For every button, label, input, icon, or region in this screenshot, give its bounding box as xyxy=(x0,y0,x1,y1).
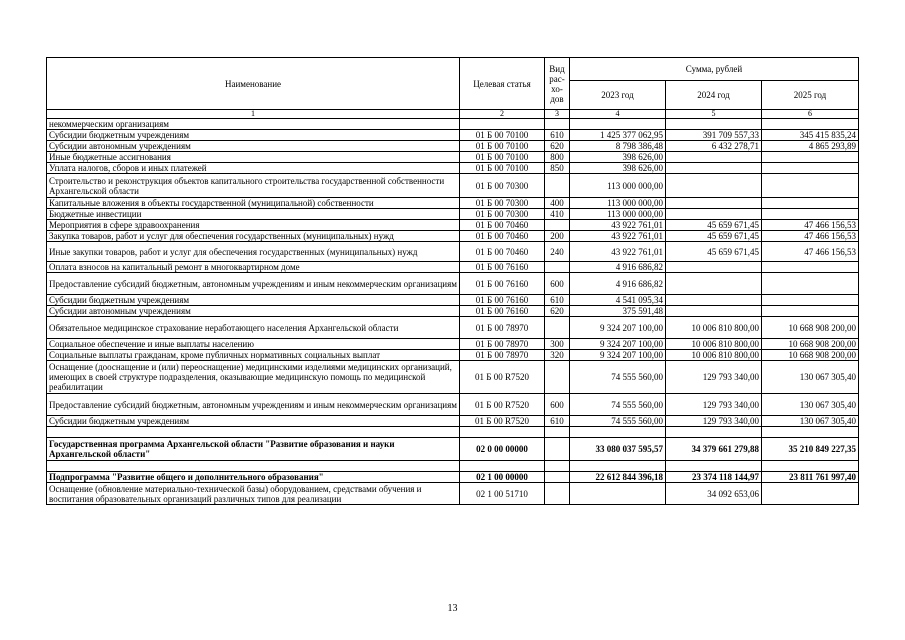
row-amount-2024 xyxy=(666,163,762,174)
row-amount-2025 xyxy=(762,174,859,198)
row-amount-2024: 129 793 340,00 xyxy=(666,394,762,416)
row-amount-2023: 398 626,00 xyxy=(570,163,666,174)
row-name xyxy=(47,427,460,438)
page-number: 13 xyxy=(447,603,458,614)
table-row xyxy=(47,427,859,438)
row-amount-2024 xyxy=(666,306,762,317)
table-row xyxy=(47,130,859,141)
row-expense-type: 800 xyxy=(545,152,570,163)
row-amount-2024: 34 379 661 279,88 xyxy=(666,438,762,461)
row-name: Обязательное медицинское страхование неработающего населения Архангельской области xyxy=(47,317,460,339)
row-amount-2023: 4 916 686,82 xyxy=(570,262,666,273)
row-name: Субсидии бюджетным учреждениям xyxy=(47,295,460,306)
row-amount-2023: 1 425 377 062,95 xyxy=(570,130,666,141)
row-amount-2025 xyxy=(762,163,859,174)
row-expense-type xyxy=(545,461,570,472)
column-number: 5 xyxy=(666,110,762,119)
table-row xyxy=(47,231,859,242)
row-amount-2024 xyxy=(666,174,762,198)
row-amount-2023: 43 922 761,01 xyxy=(570,220,666,231)
row-amount-2024 xyxy=(666,119,762,130)
row-name: Оплата взносов на капитальный ремонт в многоквартирном доме xyxy=(47,262,460,273)
row-amount-2025 xyxy=(762,461,859,472)
table-row xyxy=(47,483,859,505)
row-amount-2025 xyxy=(762,295,859,306)
row-name: Капитальные вложения в объекты государственной (муниципальной) собственности xyxy=(47,198,460,209)
row-amount-2023: 43 922 761,01 xyxy=(570,231,666,242)
row-amount-2024: 10 006 810 800,00 xyxy=(666,350,762,361)
table-row xyxy=(47,163,859,174)
row-amount-2024: 391 709 557,33 xyxy=(666,130,762,141)
row-amount-2024 xyxy=(666,427,762,438)
row-name: некоммерческим организациям xyxy=(47,119,460,130)
row-target-article: 01 Б 00 R7520 xyxy=(460,394,545,416)
row-amount-2024: 23 374 118 144,97 xyxy=(666,472,762,483)
row-name: Субсидии бюджетным учреждениям xyxy=(47,130,460,141)
row-expense-type: 320 xyxy=(545,350,570,361)
row-amount-2023 xyxy=(570,427,666,438)
row-name: Иные закупки товаров, работ и услуг для обеспечения государственных (муниципальных) нужд xyxy=(47,242,460,262)
table-row xyxy=(47,262,859,273)
column-number: 4 xyxy=(570,110,666,119)
row-target-article: 01 Б 00 70300 xyxy=(460,209,545,220)
row-amount-2023: 4 541 095,34 xyxy=(570,295,666,306)
row-amount-2023: 43 922 761,01 xyxy=(570,242,666,262)
row-name: Социальные выплаты гражданам, кроме публичных нормативных социальных выплат xyxy=(47,350,460,361)
row-amount-2025 xyxy=(762,198,859,209)
row-name: Предоставление субсидий бюджетным, автономным учреждениям и иным некоммерческим организациям xyxy=(47,394,460,416)
row-amount-2024: 45 659 671,45 xyxy=(666,220,762,231)
row-expense-type xyxy=(545,317,570,339)
table-row xyxy=(47,350,859,361)
row-expense-type xyxy=(545,438,570,461)
row-target-article: 01 Б 00 78970 xyxy=(460,350,545,361)
row-amount-2025 xyxy=(762,427,859,438)
row-name: Уплата налогов, сборов и иных платежей xyxy=(47,163,460,174)
column-number: 2 xyxy=(460,110,545,119)
row-amount-2023 xyxy=(570,483,666,505)
row-amount-2024: 10 006 810 800,00 xyxy=(666,317,762,339)
table-row xyxy=(47,306,859,317)
row-expense-type: 240 xyxy=(545,242,570,262)
table-row xyxy=(47,141,859,152)
table-row xyxy=(47,317,859,339)
header-sum: Сумма, рублей xyxy=(570,58,859,81)
table-row xyxy=(47,209,859,220)
row-amount-2023: 8 798 386,48 xyxy=(570,141,666,152)
row-amount-2025: 23 811 761 997,40 xyxy=(762,472,859,483)
row-name: Субсидии бюджетным учреждениям xyxy=(47,416,460,427)
row-target-article xyxy=(460,461,545,472)
row-expense-type: 600 xyxy=(545,394,570,416)
row-target-article: 02 1 00 51710 xyxy=(460,483,545,505)
row-target-article: 01 Б 00 70460 xyxy=(460,231,545,242)
row-amount-2023: 74 555 560,00 xyxy=(570,416,666,427)
row-target-article: 01 Б 00 70100 xyxy=(460,152,545,163)
row-amount-2025: 10 668 908 200,00 xyxy=(762,317,859,339)
row-name: Субсидии автономным учреждениям xyxy=(47,306,460,317)
row-target-article: 01 Б 00 76160 xyxy=(460,273,545,295)
row-amount-2024 xyxy=(666,262,762,273)
row-name: Закупка товаров, работ и услуг для обеспечения государственных (муниципальных) нужд xyxy=(47,231,460,242)
row-expense-type xyxy=(545,220,570,231)
header-name: Наименование xyxy=(47,58,460,110)
row-amount-2023: 4 916 686,82 xyxy=(570,273,666,295)
row-amount-2025 xyxy=(762,209,859,220)
row-amount-2023: 74 555 560,00 xyxy=(570,361,666,394)
row-target-article: 01 Б 00 78970 xyxy=(460,317,545,339)
row-amount-2025: 10 668 908 200,00 xyxy=(762,339,859,350)
row-expense-type xyxy=(545,174,570,198)
row-amount-2023: 113 000 000,00 xyxy=(570,198,666,209)
row-amount-2025: 47 466 156,53 xyxy=(762,242,859,262)
row-target-article: 01 Б 00 70460 xyxy=(460,220,545,231)
row-amount-2024: 6 432 278,71 xyxy=(666,141,762,152)
row-amount-2024: 129 793 340,00 xyxy=(666,361,762,394)
row-amount-2025: 130 067 305,40 xyxy=(762,361,859,394)
row-target-article: 01 Б 00 R7520 xyxy=(460,416,545,427)
row-amount-2023 xyxy=(570,119,666,130)
row-name: Подпрограмма "Развитие общего и дополнительного образования" xyxy=(47,472,460,483)
row-expense-type xyxy=(545,427,570,438)
row-amount-2023: 113 000 000,00 xyxy=(570,209,666,220)
row-target-article: 01 Б 00 70300 xyxy=(460,174,545,198)
row-amount-2024: 45 659 671,45 xyxy=(666,242,762,262)
table-row xyxy=(47,472,859,483)
row-amount-2025: 345 415 835,24 xyxy=(762,130,859,141)
row-amount-2025: 47 466 156,53 xyxy=(762,220,859,231)
row-expense-type: 620 xyxy=(545,306,570,317)
table-row xyxy=(47,242,859,262)
row-amount-2024 xyxy=(666,273,762,295)
row-amount-2023: 9 324 207 100,00 xyxy=(570,350,666,361)
row-name: Предоставление субсидий бюджетным, автономным учреждениям и иным некоммерческим организациям xyxy=(47,273,460,295)
row-amount-2023: 9 324 207 100,00 xyxy=(570,339,666,350)
row-target-article: 01 Б 00 76160 xyxy=(460,295,545,306)
row-name: Социальное обеспечение и иные выплаты населению xyxy=(47,339,460,350)
row-amount-2025: 130 067 305,40 xyxy=(762,394,859,416)
row-expense-type: 200 xyxy=(545,231,570,242)
table-row xyxy=(47,295,859,306)
column-number: 1 xyxy=(47,110,460,119)
table-row xyxy=(47,273,859,295)
row-expense-type xyxy=(545,119,570,130)
row-expense-type: 610 xyxy=(545,295,570,306)
row-name: Строительство и реконструкция объектов капитального строительства государственной собственности Архангельской области xyxy=(47,174,460,198)
row-amount-2024: 45 659 671,45 xyxy=(666,231,762,242)
row-amount-2025: 4 865 293,89 xyxy=(762,141,859,152)
row-amount-2025 xyxy=(762,483,859,505)
row-target-article xyxy=(460,119,545,130)
header-year-2024: 2024 год xyxy=(666,81,762,110)
row-name: Иные бюджетные ассигнования xyxy=(47,152,460,163)
row-target-article: 01 Б 00 70300 xyxy=(460,198,545,209)
budget-table xyxy=(46,57,859,505)
header-year-2023: 2023 год xyxy=(570,81,666,110)
table-row xyxy=(47,198,859,209)
row-amount-2025 xyxy=(762,273,859,295)
row-amount-2023: 398 626,00 xyxy=(570,152,666,163)
row-target-article: 01 Б 00 70100 xyxy=(460,163,545,174)
row-amount-2025: 10 668 908 200,00 xyxy=(762,350,859,361)
row-amount-2025: 47 466 156,53 xyxy=(762,231,859,242)
row-expense-type xyxy=(545,262,570,273)
row-name: Оснащение (обновление материально-технической базы) оборудованием, средствами обучения и воспитания образовательных организаций различных типов для реализации xyxy=(47,483,460,505)
row-target-article: 01 Б 00 76160 xyxy=(460,262,545,273)
row-target-article: 02 1 00 00000 xyxy=(460,472,545,483)
table-row xyxy=(47,220,859,231)
header-year-2025: 2025 год xyxy=(762,81,859,110)
row-target-article: 01 Б 00 78970 xyxy=(460,339,545,350)
row-target-article: 01 Б 00 76160 xyxy=(460,306,545,317)
row-amount-2023: 22 612 844 396,18 xyxy=(570,472,666,483)
row-expense-type: 610 xyxy=(545,416,570,427)
row-amount-2024 xyxy=(666,461,762,472)
row-amount-2025 xyxy=(762,119,859,130)
row-target-article: 02 0 00 00000 xyxy=(460,438,545,461)
row-expense-type: 610 xyxy=(545,130,570,141)
row-name: Оснащение (дооснащение и (или) переоснащение) медицинскими изделиями медицинских организаций, имеющих в своей структуре подразделения, оказывающие медицинскую помощь по медицинской реабилитации xyxy=(47,361,460,394)
table-row xyxy=(47,394,859,416)
row-expense-type xyxy=(545,483,570,505)
row-target-article: 01 Б 00 70100 xyxy=(460,130,545,141)
row-name: Мероприятия в сфере здравоохранения xyxy=(47,220,460,231)
row-expense-type: 300 xyxy=(545,339,570,350)
row-target-article: 01 Б 00 R7520 xyxy=(460,361,545,394)
table-row xyxy=(47,438,859,461)
row-name: Бюджетные инвестиции xyxy=(47,209,460,220)
row-amount-2024: 34 092 653,06 xyxy=(666,483,762,505)
header-target-article: Целевая статья xyxy=(460,58,545,110)
row-amount-2025: 130 067 305,40 xyxy=(762,416,859,427)
table-row xyxy=(47,152,859,163)
row-expense-type: 400 xyxy=(545,198,570,209)
row-amount-2023 xyxy=(570,461,666,472)
row-amount-2024 xyxy=(666,152,762,163)
table-row xyxy=(47,119,859,130)
row-amount-2025: 35 210 849 227,35 xyxy=(762,438,859,461)
row-expense-type: 850 xyxy=(545,163,570,174)
row-amount-2023: 9 324 207 100,00 xyxy=(570,317,666,339)
row-amount-2025 xyxy=(762,262,859,273)
row-amount-2024: 10 006 810 800,00 xyxy=(666,339,762,350)
row-amount-2025 xyxy=(762,152,859,163)
row-amount-2023: 74 555 560,00 xyxy=(570,394,666,416)
table-row xyxy=(47,416,859,427)
row-expense-type: 620 xyxy=(545,141,570,152)
row-expense-type xyxy=(545,361,570,394)
row-expense-type xyxy=(545,472,570,483)
table-body xyxy=(47,119,859,505)
row-amount-2024 xyxy=(666,209,762,220)
row-amount-2025 xyxy=(762,306,859,317)
table-row xyxy=(47,461,859,472)
row-name xyxy=(47,461,460,472)
row-amount-2023: 33 080 037 595,57 xyxy=(570,438,666,461)
column-number: 3 xyxy=(545,110,570,119)
row-expense-type: 410 xyxy=(545,209,570,220)
table-row xyxy=(47,339,859,350)
header-expense-type: Вид рас- хо- дов xyxy=(545,58,570,110)
column-number: 6 xyxy=(762,110,859,119)
row-target-article: 01 Б 00 70460 xyxy=(460,242,545,262)
table-row xyxy=(47,174,859,198)
row-amount-2023: 375 591,48 xyxy=(570,306,666,317)
row-amount-2023: 113 000 000,00 xyxy=(570,174,666,198)
row-name: Субсидии автономным учреждениям xyxy=(47,141,460,152)
row-amount-2024: 129 793 340,00 xyxy=(666,416,762,427)
row-expense-type: 600 xyxy=(545,273,570,295)
table-row xyxy=(47,361,859,394)
row-amount-2024 xyxy=(666,295,762,306)
row-target-article: 01 Б 00 70100 xyxy=(460,141,545,152)
row-name: Государственная программа Архангельской области "Развитие образования и науки Архангельской области" xyxy=(47,438,460,461)
row-amount-2024 xyxy=(666,198,762,209)
row-target-article xyxy=(460,427,545,438)
